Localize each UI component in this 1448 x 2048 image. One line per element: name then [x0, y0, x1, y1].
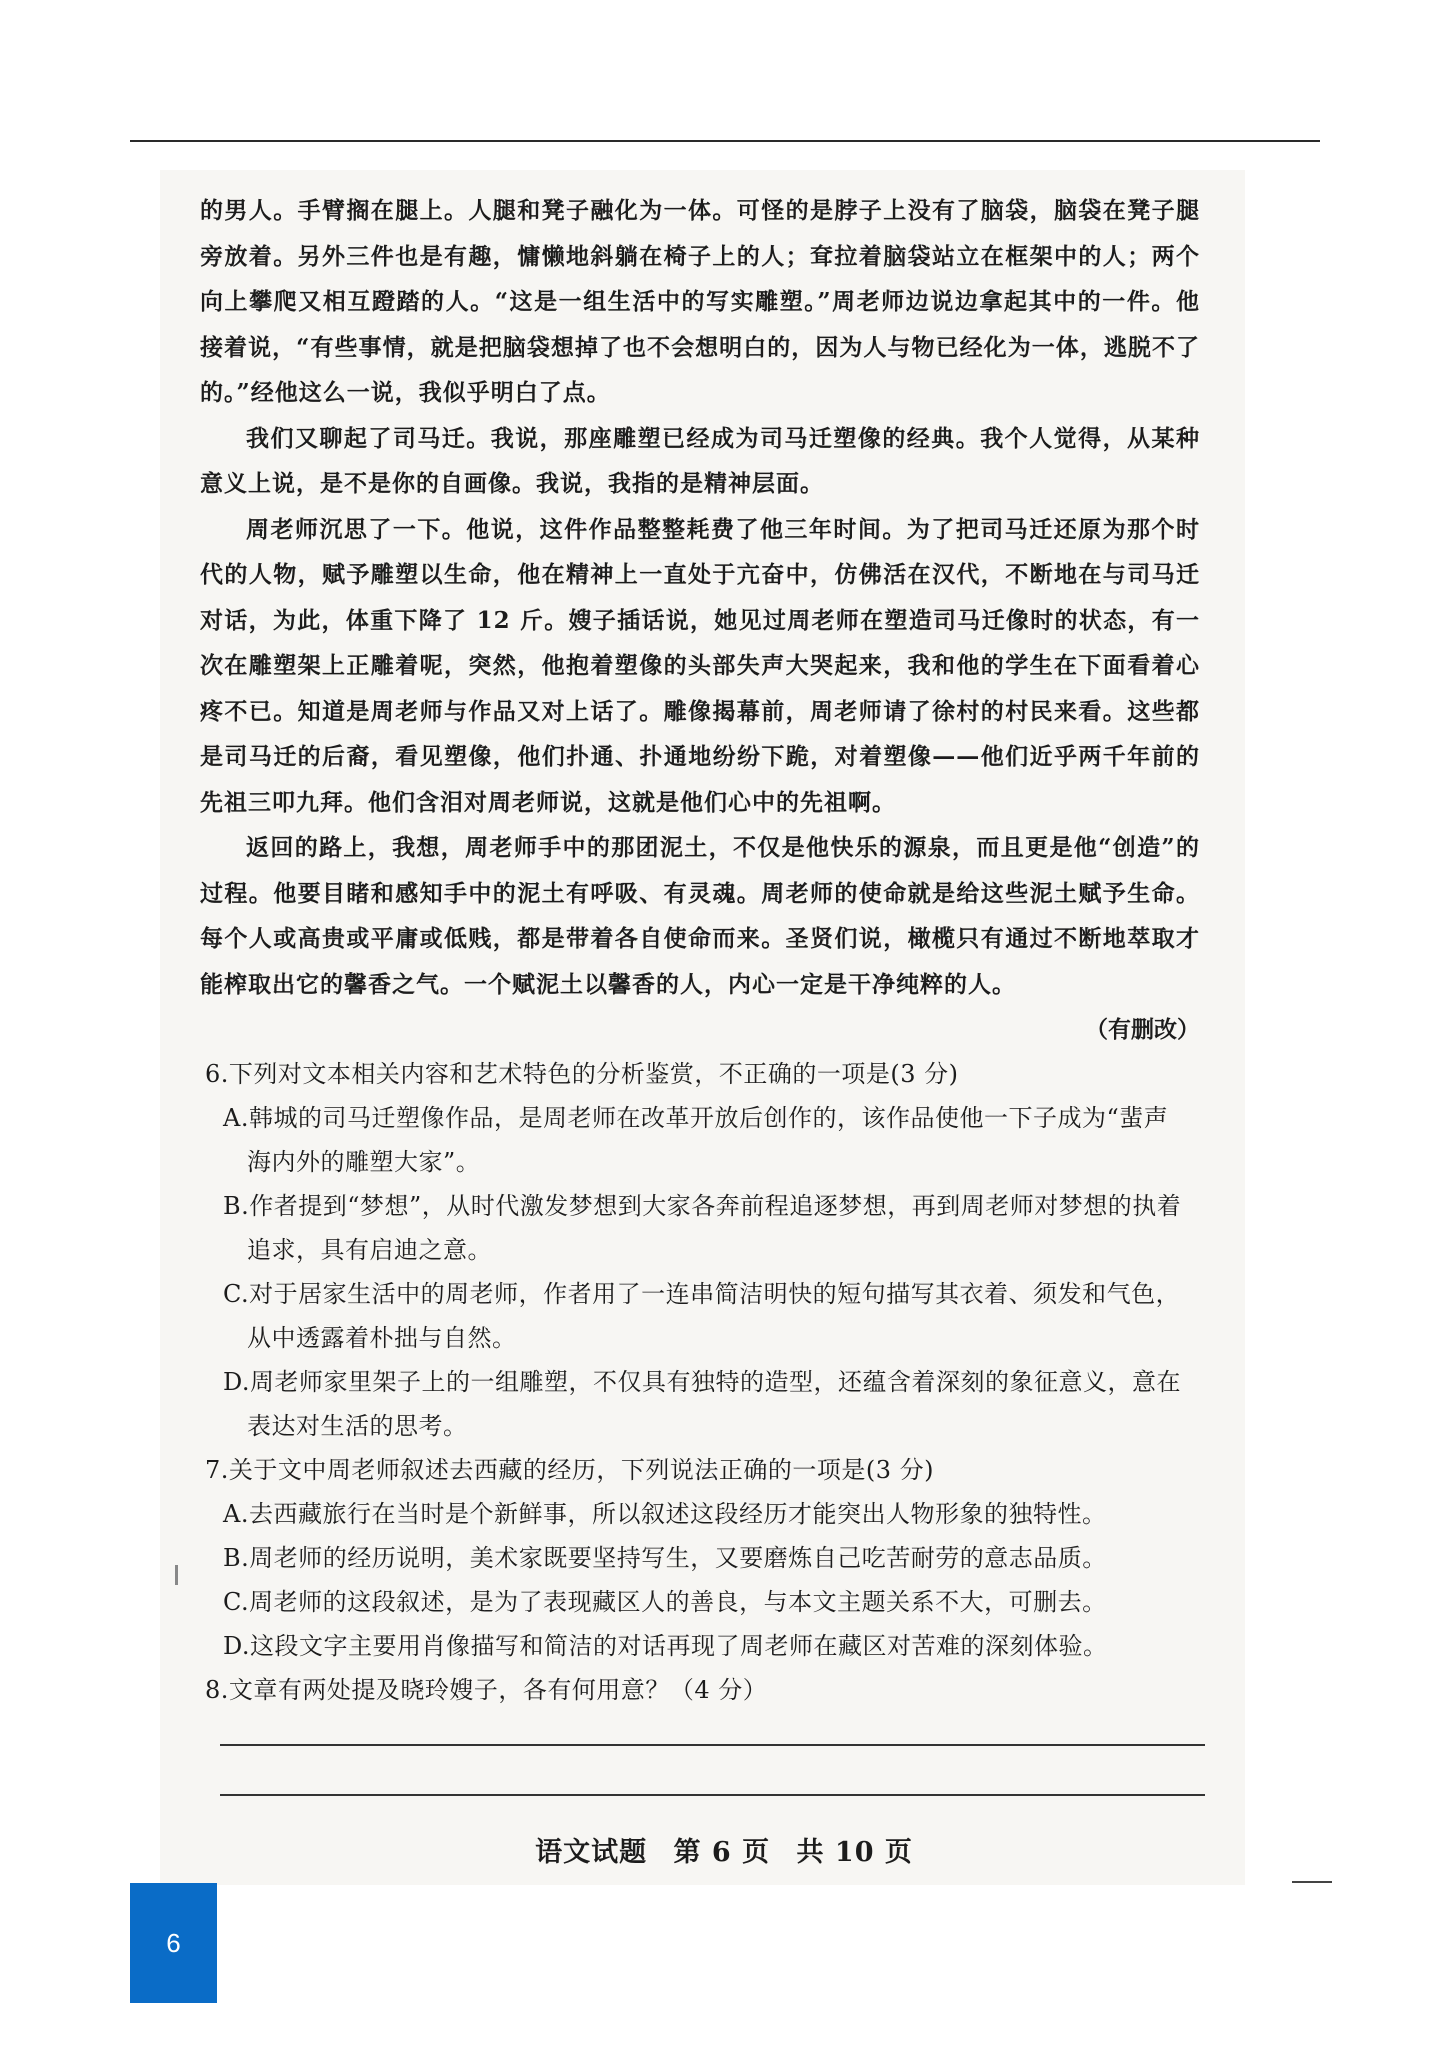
option-b[interactable]: B.周老师的经历说明，美术家既要坚持写生，又要磨炼自己吃苦耐劳的意志品质。 [223, 1544, 1107, 1572]
option-c[interactable] [223, 1272, 1205, 1360]
question-6 [205, 1052, 1205, 1448]
option-text: D.周老师家里架子上的一组雕塑，不仅具有独特的造型，还蕴含着深刻的象征意义，意在 [223, 1368, 1182, 1396]
option-text: B.作者提到“梦想”，从时代激发梦想到大家各奔前程追逐梦想，再到周老师对梦想的执着 [223, 1192, 1182, 1220]
edited-note: （有删改） [1085, 1016, 1200, 1043]
option-d[interactable]: D.这段文字主要用肖像描写和简洁的对话再现了周老师在藏区对苦难的深刻体验。 [223, 1632, 1108, 1660]
option-continuation: 追求，具有启迪之意。 [247, 1236, 492, 1264]
passage-paragraph: 周老师沉思了一下。他说，这件作品整整耗费了他三年时间。为了把司马迁还原为那个时代的人物，赋予雕塑以生命，他在精神上一直处于亢奋中，仿佛活在汉代，不断地在与司马迁对话，为此，体重下降了 12 斤。嫂子插话说，她见过周老师在塑造司马迁像时的状态，有一次在雕塑架上正雕着呢，突然，他抱着塑像的头部失声大哭起来，我和他的学生在下面看着心疼不已。知道是周老师与作品又对上话了。雕像揭幕前，周老师请了徐村的村民来看。这些都是司马迁的后裔，看见塑像，他们扑通、扑通地纷纷下跪，对着塑像——他们近乎两千年前的先祖三叩九拜。他们含泪对周老师说，这就是他们心中的先祖啊。 [200, 515, 1200, 816]
option-continuation: 海内外的雕塑大家”。 [247, 1148, 481, 1176]
question-stem: 7.关于文中周老师叙述去西藏的经历，下列说法正确的一项是(3 分) [205, 1456, 935, 1484]
question-stem: 6.下列对文本相关内容和艺术特色的分析鉴赏，不正确的一项是(3 分) [205, 1060, 959, 1088]
option-text: A.韩城的司马迁塑像作品，是周老师在改革开放后创作的，该作品使他一下子成为“蜚声 [223, 1104, 1169, 1132]
answer-line[interactable] [220, 1744, 1205, 1746]
footer-subject: 语文试题 [535, 1837, 648, 1868]
option-d[interactable] [223, 1360, 1205, 1448]
header-rule [130, 140, 1320, 142]
option-a[interactable] [223, 1096, 1205, 1184]
option-continuation: 表达对生活的思考。 [247, 1412, 468, 1440]
passage-paragraph: 返回的路上，我想，周老师手中的那团泥土，不仅是他快乐的源泉，而且更是他“创造”的过程。他要目睹和感知手中的泥土有呼吸、有灵魂。周老师的使命就是给这些泥土赋予生命。每个人或高贵或平庸或低贱，都是带着各自使命而来。圣贤们说，橄榄只有通过不断地萃取才能榨取出它的馨香之气。一个赋泥土以馨香的人，内心一定是干净纯粹的人。 [200, 834, 1200, 998]
reading-passage [200, 188, 1200, 1052]
option-b[interactable] [223, 1184, 1205, 1272]
passage-paragraph: 我们又聊起了司马迁。我说，那座雕塑已经成为司马迁塑像的经典。我个人觉得，从某种意义上说，是不是你的自画像。我说，我指的是精神层面。 [200, 424, 1200, 497]
passage-paragraph: 的男人。手臂搁在腿上。人腿和凳子融化为一体。可怪的是脖子上没有了脑袋，脑袋在凳子腿旁放着。另外三件也是有趣，慵懒地斜躺在椅子上的人；耷拉着脑袋站立在框架中的人；两个向上攀爬又相互蹬踏的人。“这是一组生活中的写实雕塑。”周老师边说边拿起其中的一件。他接着说，“有些事情，就是把脑袋想掉了也不会想明白的，因为人与物已经化为一体，逃脱不了的。”经他这么一说，我似乎明白了点。 [200, 197, 1200, 406]
question-8 [205, 1668, 1205, 1712]
option-text: C.对于居家生活中的周老师，作者用了一连串简洁明快的短句描写其衣着、须发和气色， [223, 1280, 1181, 1308]
option-a[interactable]: A.去西藏旅行在当时是个新鲜事，所以叙述这段经历才能突出人物形象的独特性。 [223, 1500, 1107, 1528]
question-stem: 8.文章有两处提及晓玲嫂子，各有何用意？（4 分） [205, 1676, 768, 1704]
answer-line[interactable] [220, 1794, 1205, 1796]
corner-mark [1292, 1881, 1332, 1883]
question-7 [205, 1448, 1205, 1668]
page-footer [0, 1830, 1448, 1869]
footer-total-pages: 共 10 页 [796, 1837, 913, 1868]
scan-mark [175, 1565, 178, 1585]
option-continuation: 从中透露着朴拙与自然。 [247, 1324, 517, 1352]
footer-page-number: 第 6 页 [673, 1837, 771, 1868]
option-c[interactable]: C.周老师的这段叙述，是为了表现藏区人的善良，与本文主题关系不大，可删去。 [223, 1588, 1107, 1616]
question-section [205, 1052, 1205, 1712]
page-number-badge: 6 [130, 1883, 217, 2003]
